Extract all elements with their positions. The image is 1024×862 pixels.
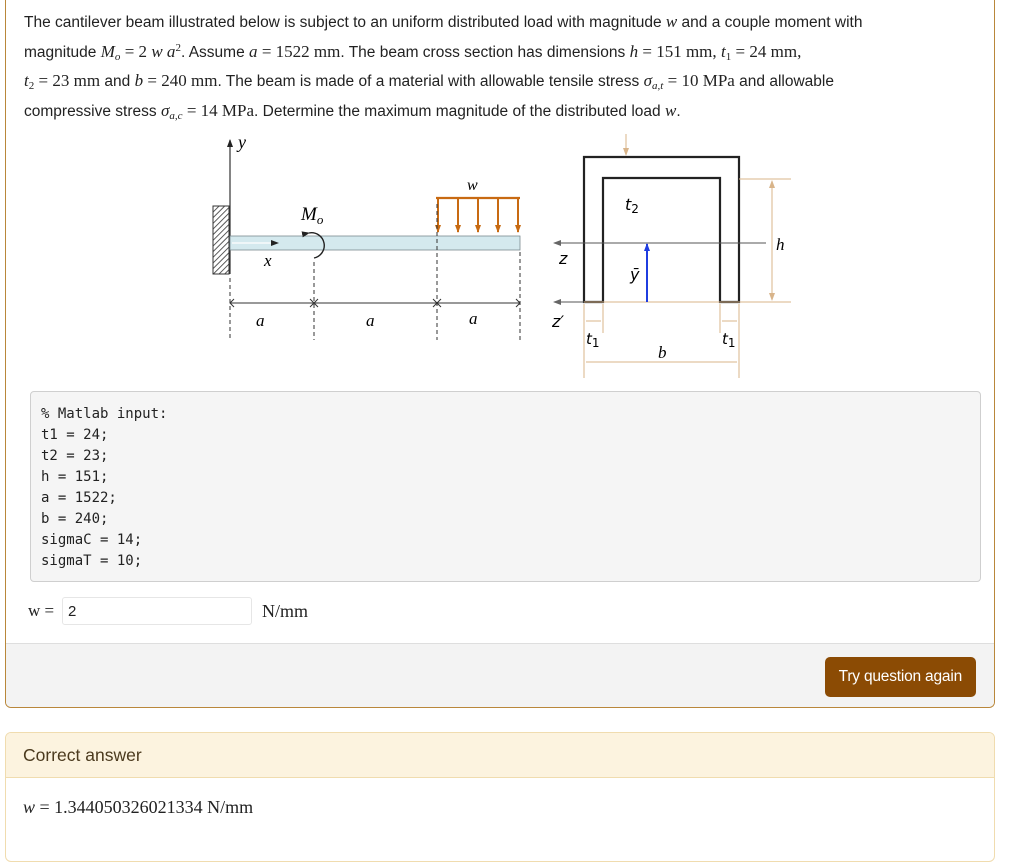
dimension-line (230, 299, 520, 307)
answer-label: w = (28, 601, 55, 620)
question-line-2: magnitude $M_o = 2$ w $a^2$. Assume a = 1522 mm. The beam cross section has dimensions h = 151 mm, $t_1 = 24$ mm, (24, 41, 802, 63)
h-label: h (776, 235, 785, 254)
x-axis-label: x (264, 251, 272, 270)
wall-support (213, 206, 229, 274)
distributed-load (436, 198, 520, 232)
z-axis-label: z (559, 249, 568, 268)
dim-a-3: a (469, 309, 478, 328)
question-footer (6, 643, 994, 707)
t1-right-label: $t_1$ (722, 330, 736, 350)
question-line-4: compressive stress $\sigma_{a,c} = 14$ MPa. Determine the maximum magnitude of the distributed load w. (24, 100, 681, 122)
ybar-label: ȳ (630, 265, 640, 284)
t1-dimensions (584, 304, 739, 378)
cross-section (584, 157, 739, 302)
dim-a-2: a (366, 311, 375, 330)
moment-label: $M_o$ (301, 204, 324, 227)
matlab-input-code: % Matlab input: t1 = 24; t2 = 23; h = 151; a = 1522; b = 240; sigmaC = 14; sigmaT = 10; (30, 391, 981, 582)
y-axis-label: y (238, 132, 246, 152)
correct-answer-heading: Correct answer (6, 733, 994, 778)
answer-row (28, 596, 308, 626)
t1-left-label: $t_1$ (586, 330, 600, 350)
answer-input[interactable] (62, 597, 252, 625)
question-line-1: The cantilever beam illustrated below is subject to an uniform distributed load with magnitude w and a couple moment with (24, 12, 863, 31)
question-text (24, 10, 984, 128)
try-question-again-button[interactable]: Try question again (825, 657, 976, 697)
t2-label: t2 (625, 195, 639, 216)
b-label: b (658, 343, 667, 362)
question-line-3: $t_2 = 23$ mm and b = 240 mm. The beam is made of a material with allowable tensile stress $\sigma_{a,t} = 10$ MPa and allowable (24, 71, 834, 92)
beam-diagram (206, 128, 806, 383)
answer-unit: N/mm (262, 600, 309, 621)
load-label: w (467, 177, 478, 194)
zprime-axis-label: z′ (552, 312, 565, 331)
question-card (5, 0, 995, 708)
correct-answer-value: w = 1.344050326021334 N/mm (23, 797, 254, 817)
correct-answer-card (5, 732, 995, 862)
dim-a-1: a (256, 311, 265, 330)
